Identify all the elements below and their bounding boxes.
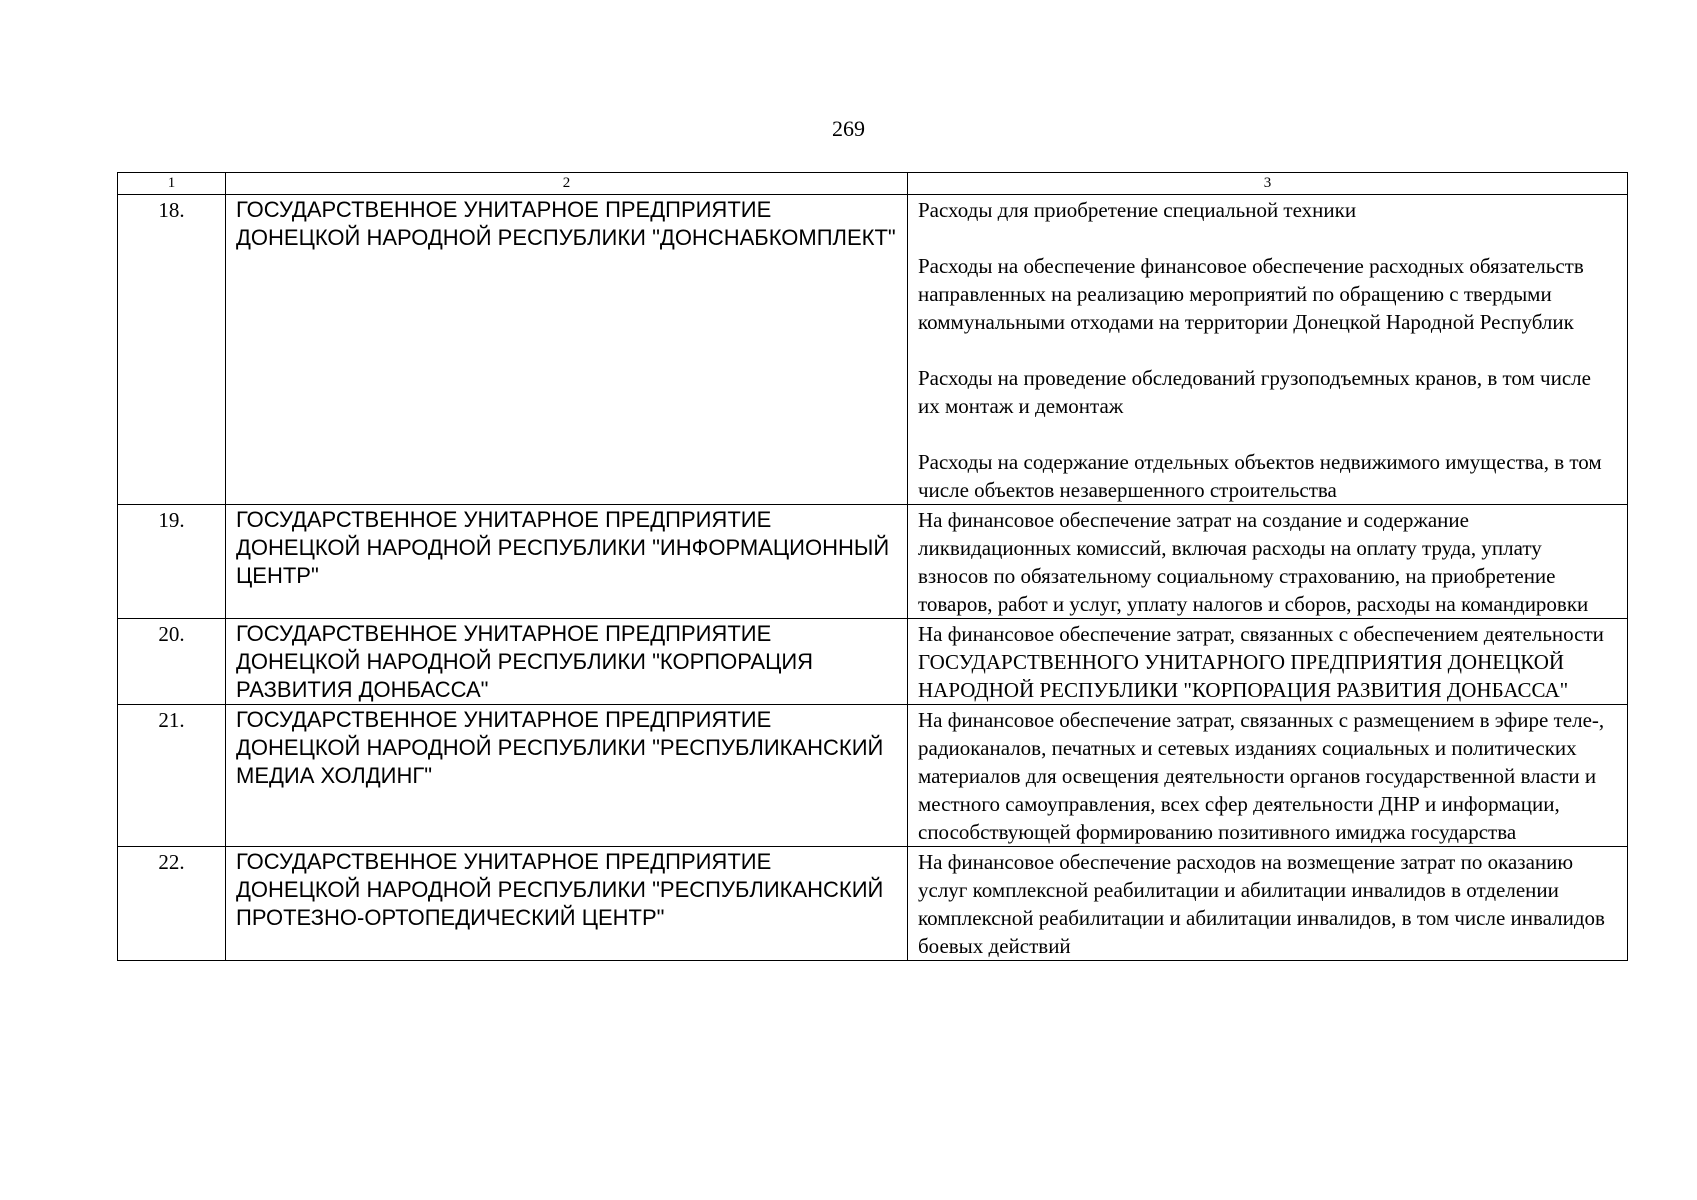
description-paragraph: Расходы на содержание отдельных объектов недвижимого имущества, в том числе объектов незавершенного строительства <box>918 450 1602 502</box>
description-paragraph: Расходы на проведение обследований грузоподъемных кранов, в том числе их монтаж и демонтаж <box>918 366 1591 418</box>
budget-table <box>117 172 1628 961</box>
description-paragraph: На финансовое обеспечение затрат, связанных с обеспечением деятельности ГОСУДАРСТВЕННОГО УНИТАРНОГО ПРЕДПРИЯТИЯ ДОНЕЦКОЙ НАРОДНОЙ РЕСПУБЛИКИ "КОРПОРАЦИЯ РАЗВИТИЯ ДОНБАССА" <box>918 622 1604 702</box>
expense-description <box>908 847 1628 961</box>
row-number: 21. <box>118 705 226 847</box>
expense-description <box>908 619 1628 705</box>
page-number: 269 <box>832 116 865 141</box>
table-header-row <box>118 173 1628 195</box>
column-header-3: 3 <box>908 173 1628 195</box>
description-paragraph: Расходы для приобретение специальной техники <box>918 198 1357 222</box>
row-number: 19. <box>118 505 226 619</box>
organization-name: ГОСУДАРСТВЕННОЕ УНИТАРНОЕ ПРЕДПРИЯТИЕ ДОНЕЦКОЙ НАРОДНОЙ РЕСПУБЛИКИ "РЕСПУБЛИКАНСКИЙ ПРОТЕЗНО-ОРТОПЕДИЧЕСКИЙ ЦЕНТР" <box>226 847 908 961</box>
row-number: 22. <box>118 847 226 961</box>
description-paragraph: На финансовое обеспечение расходов на возмещение затрат по оказанию услуг комплексной реабилитации и абилитации инвалидов в отделении комплексной реабилитации и абилитации инвалидов, в том числе инвалидов боевых действий <box>918 850 1605 958</box>
table-row <box>118 195 1628 505</box>
organization-name: ГОСУДАРСТВЕННОЕ УНИТАРНОЕ ПРЕДПРИЯТИЕ ДОНЕЦКОЙ НАРОДНОЙ РЕСПУБЛИКИ "ИНФОРМАЦИОННЫЙ ЦЕНТР" <box>226 505 908 619</box>
organization-name: ГОСУДАРСТВЕННОЕ УНИТАРНОЕ ПРЕДПРИЯТИЕ ДОНЕЦКОЙ НАРОДНОЙ РЕСПУБЛИКИ "РЕСПУБЛИКАНСКИЙ МЕДИА ХОЛДИНГ" <box>226 705 908 847</box>
description-paragraph: На финансовое обеспечение затрат на создание и содержание ликвидационных комиссий, включая расходы на оплату труда, уплату взносов по обязательному социальному страхованию, на приобретение товаров, работ и услуг, уплату налогов и сборов, расходы на командировки <box>918 508 1589 616</box>
row-number: 18. <box>118 195 226 505</box>
expense-description <box>908 505 1628 619</box>
row-number: 20. <box>118 619 226 705</box>
table-row <box>118 619 1628 705</box>
table-row <box>118 505 1628 619</box>
description-paragraph: Расходы на обеспечение финансовое обеспечение расходных обязательств направленных на реализацию мероприятий по обращению с твердыми коммунальными отходами на территории Донецкой Народной Республик <box>918 254 1584 334</box>
expense-description <box>908 195 1628 505</box>
column-header-1: 1 <box>118 173 226 195</box>
expense-description <box>908 705 1628 847</box>
column-header-2: 2 <box>226 173 908 195</box>
organization-name: ГОСУДАРСТВЕННОЕ УНИТАРНОЕ ПРЕДПРИЯТИЕ ДОНЕЦКОЙ НАРОДНОЙ РЕСПУБЛИКИ "ДОНСНАБКОМПЛЕКТ" <box>226 195 908 505</box>
description-paragraph: На финансовое обеспечение затрат, связанных с размещением в эфире теле-, радиоканалов, печатных и сетевых изданиях социальных и политических материалов для освещения деятельности органов государственной власти и местного самоуправления, всех сфер деятельности ДНР и информации, способствующей формированию позитивного имиджа государства <box>918 708 1605 844</box>
table-row <box>118 705 1628 847</box>
organization-name: ГОСУДАРСТВЕННОЕ УНИТАРНОЕ ПРЕДПРИЯТИЕ ДОНЕЦКОЙ НАРОДНОЙ РЕСПУБЛИКИ "КОРПОРАЦИЯ РАЗВИТИЯ ДОНБАССА" <box>226 619 908 705</box>
table-row <box>118 847 1628 961</box>
